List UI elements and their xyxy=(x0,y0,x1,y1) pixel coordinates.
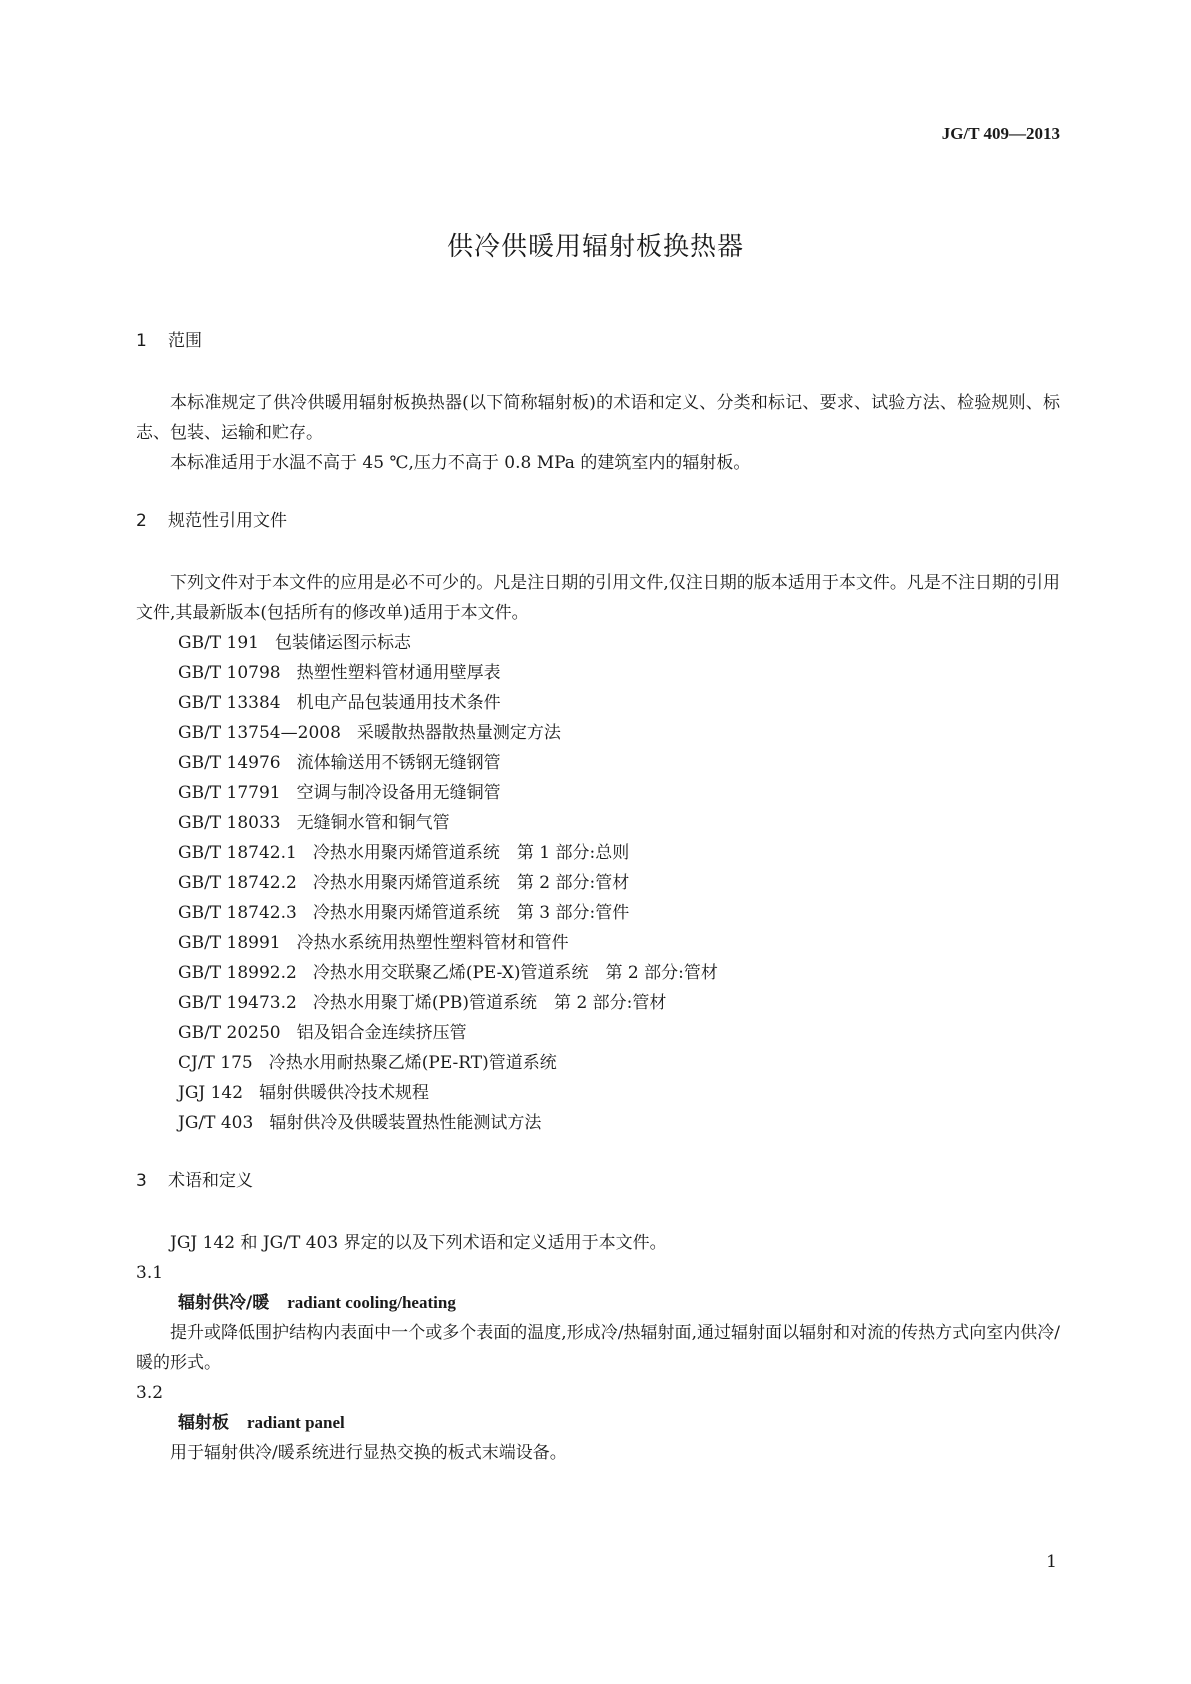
reference-title: 采暖散热器散热量测定方法 xyxy=(356,723,561,743)
reference-code: GB/T 18742.3 xyxy=(178,903,297,923)
page-number: 1 xyxy=(1046,1552,1057,1572)
term-definition: 提升或降低围护结构内表面中一个或多个表面的温度,形成冷/热辐射面,通过辐射面以辐射和对流的传热方式向室内供冷/暖的形式。 xyxy=(136,1323,1060,1373)
section-title: 范围 xyxy=(168,331,202,351)
section-heading-terms xyxy=(136,1166,1060,1196)
clause-number: 3.2 xyxy=(136,1383,164,1403)
reference-item xyxy=(136,1078,1060,1108)
normative-refs-intro: 下列文件对于本文件的应用是必不可少的。凡是注日期的引用文件,仅注日期的版本适用于本文件。凡是不注日期的引用文件,其最新版本(包括所有的修改单)适用于本文件。 xyxy=(136,573,1060,623)
reference-title: 冷热水用聚丙烯管道系统 第 3 部分:管件 xyxy=(312,903,630,923)
standard-number: JG/T 409—2013 xyxy=(941,124,1060,143)
reference-code: GB/T 18742.2 xyxy=(178,873,297,893)
term-english: radiant panel xyxy=(247,1413,345,1432)
section-number: 1 xyxy=(136,331,147,351)
reference-title: 包装储运图示标志 xyxy=(275,633,411,653)
reference-title: 冷热水用耐热聚乙烯(PE-RT)管道系统 xyxy=(268,1053,557,1073)
reference-title: 辐射供冷及供暖装置热性能测试方法 xyxy=(269,1113,542,1133)
reference-item xyxy=(136,718,1060,748)
term-chinese: 辐射板 xyxy=(178,1413,229,1433)
reference-title: 流体输送用不锈钢无缝钢管 xyxy=(296,753,501,773)
document-title: 供冷供暖用辐射板换热器 xyxy=(446,232,744,262)
reference-item xyxy=(136,928,1060,958)
scope-paragraph: 本标准适用于水温不高于 45 ℃,压力不高于 0.8 MPa 的建筑室内的辐射板。 xyxy=(170,453,751,473)
term-definition: 用于辐射供冷/暖系统进行显热交换的板式末端设备。 xyxy=(170,1443,567,1463)
reference-title: 辐射供暖供冷技术规程 xyxy=(259,1083,430,1103)
reference-item xyxy=(136,808,1060,838)
reference-code: GB/T 13384 xyxy=(178,693,281,713)
reference-item xyxy=(136,688,1060,718)
term-entry xyxy=(136,1408,1060,1438)
reference-title: 热塑性塑料管材通用壁厚表 xyxy=(296,663,501,683)
document-body xyxy=(136,326,1060,1468)
reference-item xyxy=(136,628,1060,658)
reference-title: 无缝铜水管和铜气管 xyxy=(296,813,450,833)
section-title: 规范性引用文件 xyxy=(168,511,287,531)
reference-title: 冷热水用聚丁烯(PB)管道系统 第 2 部分:管材 xyxy=(312,993,667,1013)
reference-code: GB/T 13754—2008 xyxy=(178,723,341,743)
reference-item xyxy=(136,898,1060,928)
clause-number: 3.1 xyxy=(136,1263,164,1283)
reference-code: GB/T 19473.2 xyxy=(178,993,297,1013)
reference-title: 冷热水用聚丙烯管道系统 第 1 部分:总则 xyxy=(312,843,630,863)
reference-title: 空调与制冷设备用无缝铜管 xyxy=(296,783,501,803)
reference-code: GB/T 14976 xyxy=(178,753,281,773)
reference-code: JG/T 403 xyxy=(178,1113,254,1133)
reference-code: GB/T 18742.1 xyxy=(178,843,297,863)
reference-code: GB/T 17791 xyxy=(178,783,281,803)
reference-title: 冷热水用聚丙烯管道系统 第 2 部分:管材 xyxy=(312,873,630,893)
term-english: radiant cooling/heating xyxy=(287,1293,456,1312)
reference-item xyxy=(136,1048,1060,1078)
section-number: 3 xyxy=(136,1171,147,1191)
reference-title: 冷热水系统用热塑性塑料管材和管件 xyxy=(296,933,569,953)
reference-item xyxy=(136,988,1060,1018)
reference-item xyxy=(136,778,1060,808)
reference-list xyxy=(136,628,1060,1138)
section-number: 2 xyxy=(136,511,147,531)
section-heading-normative-refs xyxy=(136,506,1060,536)
reference-code: GB/T 10798 xyxy=(178,663,281,683)
reference-title: 铝及铝合金连续挤压管 xyxy=(296,1023,467,1043)
reference-code: GB/T 18991 xyxy=(178,933,281,953)
reference-code: CJ/T 175 xyxy=(178,1053,253,1073)
reference-code: JGJ 142 xyxy=(178,1083,244,1103)
reference-item xyxy=(136,868,1060,898)
term-entry xyxy=(136,1288,1060,1318)
reference-code: GB/T 20250 xyxy=(178,1023,281,1043)
reference-title: 机电产品包装通用技术条件 xyxy=(296,693,501,713)
scope-paragraph: 本标准规定了供冷供暖用辐射板换热器(以下简称辐射板)的术语和定义、分类和标记、要求、试验方法、检验规则、标志、包装、运输和贮存。 xyxy=(136,393,1060,443)
reference-code: GB/T 18033 xyxy=(178,813,281,833)
section-heading-scope xyxy=(136,326,1060,356)
reference-item xyxy=(136,658,1060,688)
reference-item xyxy=(136,1108,1060,1138)
section-title: 术语和定义 xyxy=(168,1171,253,1191)
reference-item xyxy=(136,748,1060,778)
term-chinese: 辐射供冷/暖 xyxy=(178,1293,270,1313)
reference-code: GB/T 191 xyxy=(178,633,259,653)
reference-item xyxy=(136,958,1060,988)
reference-item xyxy=(136,838,1060,868)
reference-title: 冷热水用交联聚乙烯(PE-X)管道系统 第 2 部分:管材 xyxy=(312,963,718,983)
terms-intro: JGJ 142 和 JG/T 403 界定的以及下列术语和定义适用于本文件。 xyxy=(170,1233,667,1253)
reference-item xyxy=(136,1018,1060,1048)
reference-code: GB/T 18992.2 xyxy=(178,963,297,983)
